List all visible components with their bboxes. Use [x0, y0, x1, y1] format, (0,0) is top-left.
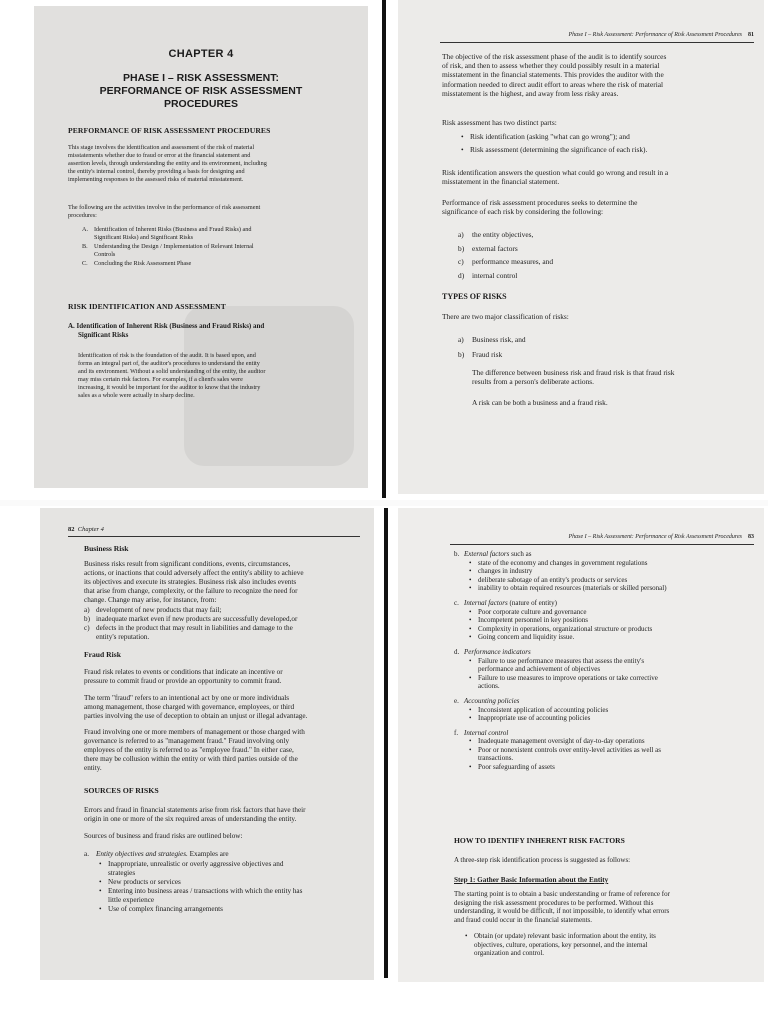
activities-intro: [68, 204, 356, 220]
text-line: • Failure to use measures to improve operations or take corrective: [478, 673, 658, 682]
bullet-item: • changes in industry: [478, 567, 754, 576]
list-text: inadequate market even if new products are successfully developed,or: [96, 615, 298, 623]
list-marker: C.: [82, 260, 88, 267]
list-item: [82, 260, 354, 268]
section-heading-risk-identification: RISK IDENTIFICATION AND ASSESSMENT: [68, 302, 226, 311]
list-marker: b.: [454, 550, 460, 558]
running-head: [68, 526, 104, 533]
text-line: pressure to commit fraud or provide an opportunity to commit fraud.: [84, 677, 282, 685]
text-line: • New products or services: [108, 878, 181, 886]
list-marker: c.: [454, 598, 459, 607]
scan-gap: [0, 500, 768, 506]
bullet-list: [454, 608, 754, 642]
list-marker: e.: [454, 696, 459, 705]
source-group-heading: [454, 599, 754, 608]
significance-paragraph: [442, 198, 754, 216]
text-line: • Entering into business areas / transactions with which the entity has: [108, 887, 303, 895]
list-title: Internal control: [464, 728, 509, 737]
text-line: implementing responses to the assessed risks of material misstatement.: [68, 176, 244, 183]
text-line: • Inappropriate, unrealistic or overly aggressive objectives and: [108, 860, 284, 868]
text-line: Significant Risks: [78, 331, 129, 339]
text-line: sales as a whole were actually in sharp decline.: [78, 392, 195, 399]
list-item-heading: [84, 850, 362, 859]
text-line: significance of each risk by considering the following:: [442, 207, 604, 217]
business-risk-heading: Business Risk: [84, 544, 129, 553]
bullet-list: [84, 860, 362, 914]
header-rule: [68, 536, 360, 537]
text-line: objectives, culture, operations, key personnel, and the internal: [474, 940, 648, 949]
source-group-heading: [454, 648, 754, 657]
risk-sources-continued: [454, 550, 754, 772]
sources-of-risks-heading: SOURCES OF RISKS: [84, 786, 159, 795]
text-line: origin in one or more of the six required areas of understanding the entity.: [84, 815, 297, 823]
list-item: [82, 243, 354, 259]
source-group-heading: [454, 697, 754, 706]
chapter-title-line: PERFORMANCE OF RISK ASSESSMENT: [99, 85, 303, 97]
chapter-title: [34, 72, 368, 111]
text-line: The following are the activities involve in the performance of risk assessment: [68, 204, 261, 211]
text-line: Identification of Inherent Risks (Business and Fraud Risks) and: [94, 226, 252, 233]
running-head-title: Phase I – Risk Assessment: Performance of Risk Assessment Procedures: [568, 534, 742, 540]
types-list: [458, 332, 526, 362]
list-text: Concluding the Risk Assessment Phase: [94, 260, 192, 267]
text-line: and fraud could occur in the financial statements.: [454, 915, 593, 924]
list-marker: a): [458, 335, 464, 344]
list-text: Fraud risk: [472, 350, 503, 359]
source-group: [454, 648, 754, 691]
text-line: Performance of risk assessment procedures seeks to determine the: [442, 198, 638, 207]
bullet-item: • Inconsistent application of accounting policies: [478, 706, 754, 715]
bullet-item: [478, 657, 754, 674]
identification-answer-paragraph: [442, 168, 754, 186]
list-title: External factors: [464, 550, 510, 558]
text-line: results from a person's deliberate actions.: [472, 377, 595, 387]
list-text: development of new products that may fail;: [96, 606, 222, 614]
text-line: The objective of the risk assessment phase of the audit is to identify sources: [442, 52, 667, 61]
objective-paragraph: [442, 52, 754, 98]
list-marker: a): [84, 606, 90, 614]
list-text: the entity objectives,: [472, 230, 534, 239]
list-marker: a): [458, 230, 464, 239]
page-number: 81: [748, 32, 754, 38]
list-marker: c): [458, 257, 464, 266]
list-item: [84, 633, 362, 642]
text-line: Errors and fraud in financial statements arise from risk factors that have their: [84, 806, 306, 814]
bullet-item: • Poor corporate culture and governance: [478, 608, 754, 617]
text-line: misstatement in the financial statements. This provides the auditor with the: [442, 70, 664, 80]
bullet-list: [454, 706, 754, 723]
text-line: Understanding the Design / Implementation of Relevant Internal: [94, 243, 254, 250]
text-line: and its environment. Without a solid understanding of the entity, the auditor: [78, 368, 266, 375]
text-line: Identification of risk is the foundation of the audit. It is based upon, and: [78, 352, 256, 359]
list-text: [94, 226, 354, 242]
list-text: entity's reputation.: [96, 633, 150, 641]
activities-list: [82, 226, 354, 268]
bullet-item: [108, 860, 362, 878]
running-head-chapter: Chapter 4: [77, 526, 104, 533]
difference-paragraph: [472, 368, 752, 386]
sources-item-a: [84, 850, 362, 914]
text-line: organization and control.: [474, 949, 545, 958]
list-marker: b): [458, 350, 465, 359]
text-line: parties involving the use of deception to obtain an unjust or illegal advantage.: [84, 712, 308, 720]
list-marker: b): [84, 615, 90, 623]
fraud-risk-paragraph: [84, 668, 362, 686]
text-line: that arise from change, complexity, or the failure to recognize the need for: [84, 587, 298, 595]
running-head-title: Phase I – Risk Assessment: Performance of Risk Assessment Procedures: [568, 32, 742, 38]
running-head: [454, 534, 754, 540]
step-1-paragraph: [454, 890, 754, 924]
text-line: • Failure to use performance measures that assess the entity's: [478, 656, 645, 665]
text-line: The term "fraud" refers to an intentional act by one or more individuals: [84, 694, 290, 702]
text-line: the entity's internal control, thereby providing a basis for designing and: [68, 168, 245, 175]
list-text: Business risk, and: [472, 335, 526, 344]
text-line: misstatement is the highest, and away from less risky areas.: [442, 88, 619, 98]
list-title: Performance indicators: [464, 647, 531, 656]
header-rule: [450, 544, 754, 545]
list-suffix: such as: [509, 550, 532, 558]
both-risks-sentence: A risk can be both a business and a fraud risk.: [472, 398, 608, 407]
list-item: [458, 347, 526, 362]
source-group-heading: [454, 550, 754, 559]
bullet-item: [108, 887, 362, 905]
list-item: [458, 228, 738, 242]
bullet-list: [454, 737, 754, 771]
text-line: misstatements whether due to fraud or error at the financial statement and: [68, 152, 251, 159]
text-line: designing the risk assessment procedures to be performed. Without this: [454, 898, 654, 907]
text-line: actions.: [478, 682, 500, 691]
list-item: [84, 606, 362, 615]
types-intro: There are two major classification of risks:: [442, 312, 569, 321]
text-line: • Poor or nonexistent controls over entity-level activities as well as: [478, 745, 661, 754]
list-item: [458, 242, 738, 256]
source-group: [454, 729, 754, 772]
list-item: [458, 255, 738, 269]
text-line: misstatement in the financial statement.: [442, 177, 560, 187]
list-marker: b): [458, 243, 465, 253]
step-1-bullet: [474, 932, 754, 958]
text-line: assertion levels, through understanding the entity and its environment, including: [68, 160, 267, 167]
step-1-heading: Step 1: Gather Basic Information about the Entity: [454, 876, 609, 884]
list-title: Entity objectives and strategies.: [96, 850, 188, 858]
bullet-item: [108, 905, 362, 914]
bullet-item: • Risk assessment (determining the significance of each risk).: [470, 145, 750, 154]
page-number: 82: [68, 526, 75, 533]
bullet-item: [478, 746, 754, 763]
page-number: 83: [748, 534, 754, 540]
bullet-item: • Inappropriate use of accounting policies: [478, 714, 754, 723]
list-marker: d.: [454, 647, 460, 656]
bullet-list: [454, 559, 754, 593]
list-text: defects in the product that may result in liabilities and damage to the: [96, 624, 293, 632]
bullet-item: • Inadequate management oversight of day-to-day operations: [478, 737, 754, 746]
text-line: understanding, it would be difficult, if not impossible, to identify what errors: [454, 907, 670, 916]
page-82: [40, 508, 374, 980]
list-suffix: (nature of entity): [507, 598, 557, 607]
list-suffix: Examples are: [187, 850, 229, 858]
text-line: procedures:: [68, 212, 97, 219]
list-marker: c): [84, 624, 90, 632]
section-heading-performance: PERFORMANCE OF RISK ASSESSMENT PROCEDURES: [68, 126, 271, 135]
source-group: [454, 599, 754, 642]
text-line: • Use of complex financing arrangements: [108, 905, 223, 913]
text-line: there may be collusion within the entity or with third parties outside of the: [84, 755, 298, 763]
list-item: [84, 615, 362, 624]
list-marker: a.: [84, 850, 89, 858]
bullet-item: [474, 932, 754, 958]
text-line: information needed to direct audit effort to areas where the risk of material: [442, 79, 664, 89]
text-line: change. Change may arise, for instance, from:: [84, 596, 217, 604]
text-line: Significant Risks) and Significant Risks: [94, 234, 193, 241]
book-spine-top: [382, 0, 386, 498]
text-line: • Obtain (or update) relevant basic information about the entity, its: [474, 932, 656, 940]
bullet-item: • state of the economy and changes in government regulations: [478, 559, 754, 568]
business-risk-paragraph: [84, 560, 362, 605]
bullet-item: • deliberate sabotage of an entity's products or services: [478, 576, 754, 585]
text-line: increasing, it would be important for the auditor to know that the industry: [78, 384, 261, 391]
text-line: The difference between business risk and fraud risk is that fraud risk: [472, 368, 675, 377]
bullet-item: • Risk identification (asking "what can go wrong"); and: [470, 132, 750, 141]
text-line: This stage involves the identification and assessment of the risk of material: [68, 144, 255, 151]
bullet-item: • Incompetent personnel in key positions: [478, 616, 754, 625]
text-line: The starting point is to obtain a basic understanding or frame of reference for: [454, 890, 670, 898]
chapter-title-line: PROCEDURES: [163, 98, 239, 110]
text-line: Fraud risk relates to events or conditions that indicate an incentive or: [84, 668, 283, 676]
considerations-list: [458, 228, 738, 282]
source-group: [454, 550, 754, 593]
three-step-intro: A three-step risk identification process is suggested as follows:: [454, 856, 631, 864]
two-parts-intro: Risk assessment has two distinct parts:: [442, 118, 557, 127]
subsection-heading-a: [68, 322, 264, 340]
running-head: [454, 32, 754, 38]
list-marker: f.: [454, 728, 459, 737]
text-line: among management, those charged with governance, employees, or third: [84, 703, 295, 711]
text-line: little experience: [108, 896, 155, 904]
text-line: may miss certain risk factors. For examples, if a client's sales were: [78, 376, 243, 383]
page-83: [398, 508, 764, 982]
intro-paragraph: [68, 144, 356, 184]
list-marker: d): [458, 270, 465, 280]
text-line: its objectives and execute its strategies. Business risk also includes events: [84, 578, 297, 586]
types-of-risks-heading: TYPES OF RISKS: [442, 292, 507, 301]
header-rule: [440, 42, 754, 43]
two-parts-list: [470, 132, 750, 154]
list-item: [458, 332, 526, 347]
text-line: Business risks result from significant conditions, events, circumstances,: [84, 560, 291, 568]
text-line: Risk identification answers the question what could go wrong and result in a: [442, 168, 669, 177]
bullet-list: [454, 657, 754, 691]
text-line: actions, or inactions that could adversely affect the entity's ability to achieve: [84, 569, 304, 577]
list-item: [82, 226, 354, 242]
text-line: forms an integral part of, the auditor's procedures to understand the entity: [78, 360, 260, 367]
sources-outline-intro: Sources of business and fraud risks are outlined below:: [84, 832, 243, 840]
chapter-title-line: PHASE I – RISK ASSESSMENT:: [123, 72, 279, 84]
bullet-item: [478, 674, 754, 691]
fraud-risk-heading: Fraud Risk: [84, 650, 121, 659]
text-line: Controls: [94, 251, 116, 258]
list-text: external factors: [472, 243, 518, 253]
list-marker: A.: [82, 226, 89, 233]
page-chapter-4-opening: [34, 6, 368, 488]
list-title: Accounting policies: [464, 696, 520, 705]
sources-paragraph: [84, 806, 362, 824]
how-to-identify-heading: HOW TO IDENTIFY INHERENT RISK FACTORS: [454, 836, 625, 845]
page-81: [398, 0, 764, 494]
text-line: governance is referred to as "management fraud." Fraud involving only: [84, 737, 290, 745]
text-line: performance and achievement of objectives: [478, 665, 601, 674]
list-marker: B.: [82, 243, 88, 250]
list-item: [84, 624, 362, 633]
management-fraud-paragraph: [84, 728, 362, 773]
list-text: performance measures, and: [472, 257, 554, 266]
identification-paragraph: [78, 352, 356, 400]
source-group-heading: [454, 729, 754, 738]
text-line: strategies: [108, 869, 136, 877]
list-text: [94, 243, 354, 259]
text-line: Fraud involving one or more members of management or those charged with: [84, 728, 305, 736]
book-spine-bottom: [384, 508, 388, 978]
text-line: transactions.: [478, 754, 514, 763]
bullet-item: • Complexity in operations, organizational structure or products: [478, 625, 754, 634]
list-item: [458, 269, 738, 283]
source-group: [454, 697, 754, 723]
bullet-item: • Going concern and liquidity issue.: [478, 633, 754, 642]
bullet-item: • Poor safeguarding of assets: [478, 763, 754, 772]
text-line: of risk, and then to assess whether they could possibly result in a material: [442, 61, 660, 71]
list-text: internal control: [472, 270, 518, 280]
list-title: Internal factors: [464, 598, 508, 607]
change-sources-list: [84, 606, 362, 642]
fraud-definition-paragraph: [84, 694, 362, 721]
chapter-label: CHAPTER 4: [168, 48, 234, 60]
bullet-item: [108, 878, 362, 887]
text-line: A. Identification of Inherent Risk (Business and Fraud Risks) and: [68, 322, 265, 330]
text-line: employees of the entity is referred to as "employee fraud." In either case,: [84, 746, 294, 754]
text-line: entity.: [84, 764, 102, 772]
bullet-item: • inability to obtain required resources (materials or skilled personal): [478, 584, 754, 593]
